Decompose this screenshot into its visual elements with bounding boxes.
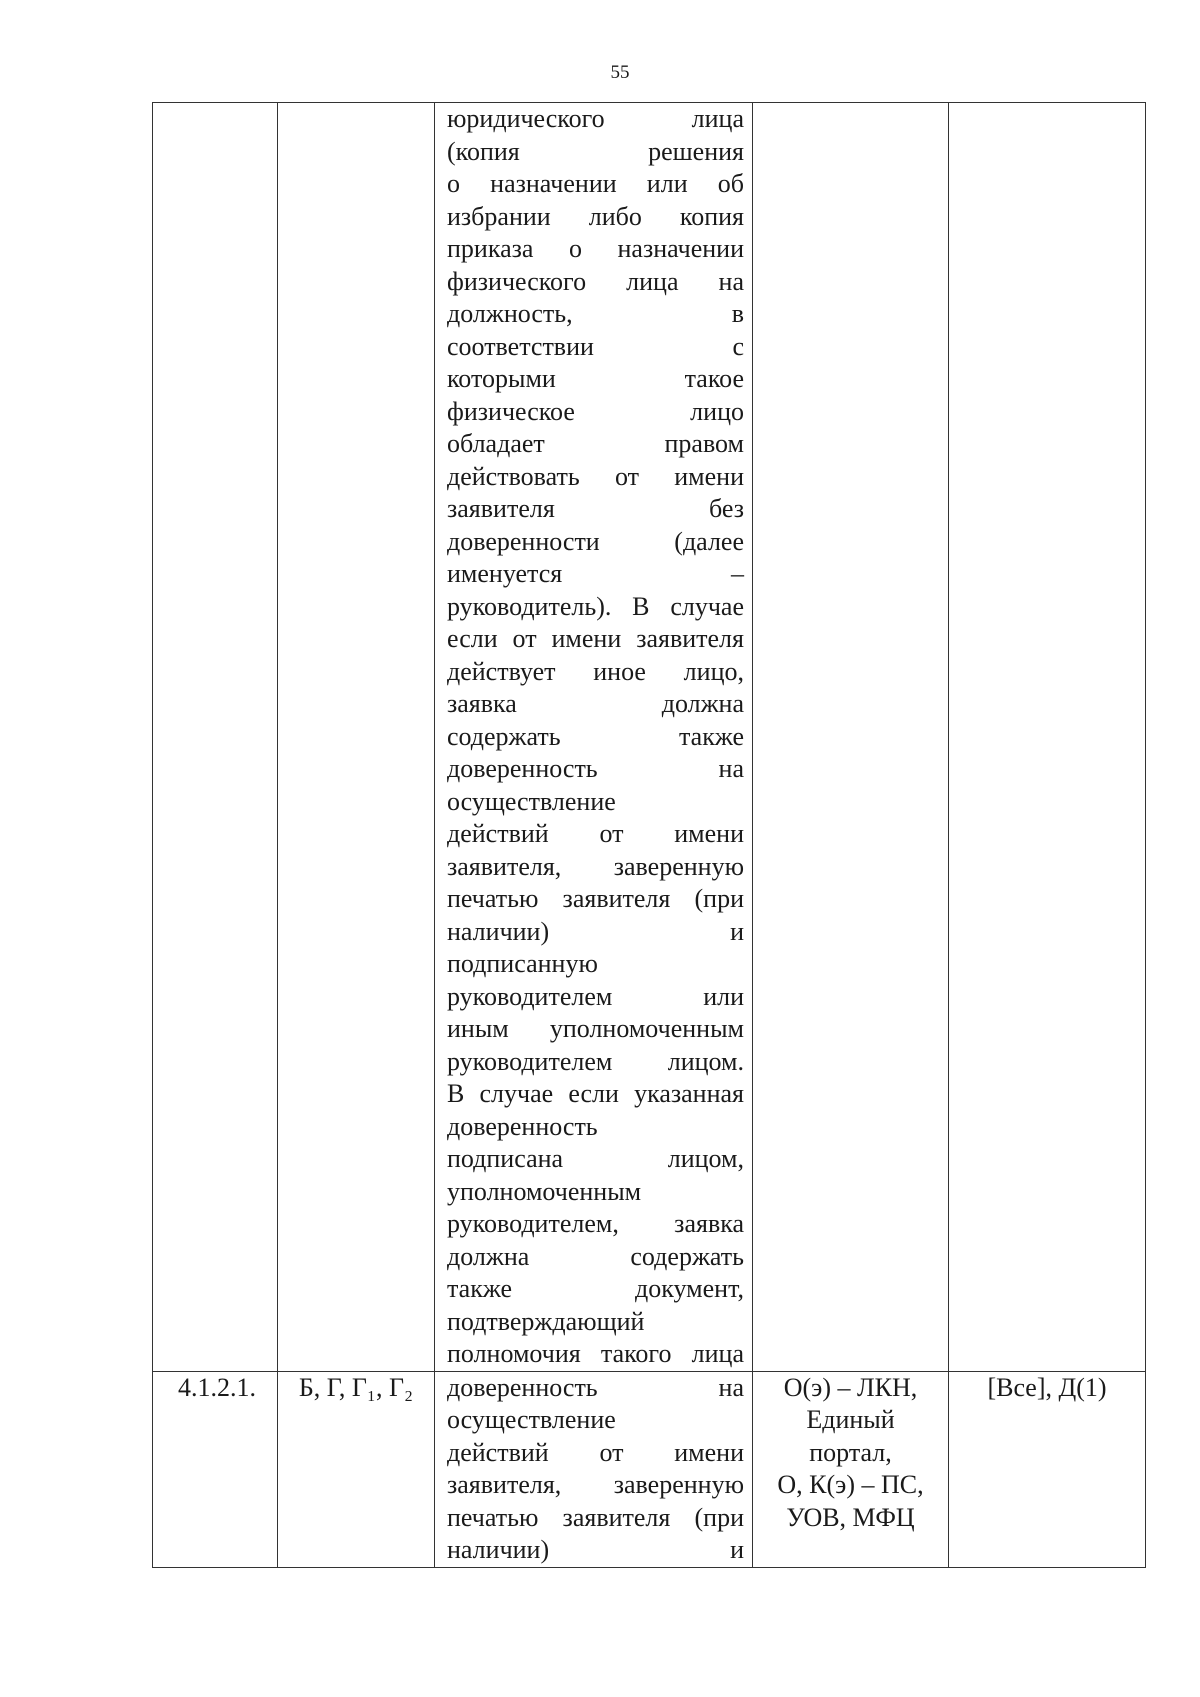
text-line: действий от имени: [447, 819, 744, 848]
text-line: руководителем лицом.: [447, 1046, 744, 1076]
text-line: Единый: [806, 1405, 895, 1434]
text-line: УОВ, МФЦ: [786, 1502, 915, 1532]
text-line: подписанную: [447, 949, 598, 978]
text-line: юридического лица: [447, 104, 744, 133]
text-line: подтверждающий: [447, 1306, 645, 1336]
row-scope: [Все], Д(1): [987, 1372, 1107, 1402]
text-line: портал,: [809, 1437, 892, 1467]
text-line: печатью заявителя (при: [447, 1502, 744, 1532]
text-line: наличии) и: [447, 916, 744, 946]
text-line: физическое лицо: [447, 396, 744, 426]
text-line: избрании либо копия: [447, 201, 744, 231]
cell-code: [153, 1371, 278, 1567]
text-line: действует иное лицо,: [447, 656, 744, 686]
text-line: доверенность на: [447, 754, 744, 783]
document-table: [152, 102, 1146, 1568]
text-line: приказа о назначении: [447, 234, 744, 263]
text-line: осуществление: [447, 786, 616, 816]
cell-scope: [949, 1371, 1146, 1567]
text-line: заявителя, заверенную: [447, 1470, 744, 1499]
text-line: руководитель). В случае: [447, 591, 744, 621]
text-line: печатью заявителя (при: [447, 884, 744, 913]
description-text: [435, 1372, 752, 1567]
cell-channels: [753, 1371, 949, 1567]
text-line: наличии) и: [447, 1535, 744, 1564]
cell-channels: [753, 103, 949, 1372]
text-line: также документ,: [447, 1274, 744, 1303]
text-line: О(э) – ЛКН,: [783, 1372, 918, 1402]
text-line: заявителя, заверенную: [447, 851, 744, 881]
text-line: заявителя без: [447, 494, 744, 523]
cell-code: [153, 103, 278, 1372]
cell-categories: [278, 103, 435, 1372]
text-line: именуется –: [447, 559, 744, 588]
cell-description: [435, 1371, 753, 1567]
text-line: должна содержать: [447, 1241, 744, 1271]
text-line: руководителем или: [447, 981, 744, 1011]
text-line: соответствии с: [447, 331, 744, 361]
text-line: действовать от имени: [447, 461, 744, 491]
table-row-4121: [153, 1371, 1146, 1567]
text-line: заявка должна: [447, 689, 744, 718]
text-line: обладает правом: [447, 429, 744, 458]
text-line: доверенность: [447, 1111, 598, 1141]
page-number: 55: [610, 62, 630, 83]
channels-text: [753, 1372, 948, 1535]
text-line: уполномоченным: [447, 1176, 642, 1206]
cell-description: [435, 103, 753, 1372]
text-line: иным уполномоченным: [447, 1014, 744, 1043]
text-line: о назначении или об: [447, 169, 744, 198]
text-line: если от имени заявителя: [447, 624, 744, 653]
text-line: физического лица на: [447, 266, 744, 296]
text-line: которыми такое: [447, 364, 744, 393]
text-line: доверенность на: [447, 1372, 744, 1402]
row-categories: Б, Г, Г₁, Г₂: [298, 1372, 414, 1402]
text-line: О, К(э) – ПС,: [777, 1470, 924, 1499]
text-line: В случае если указанная: [447, 1079, 744, 1108]
text-line: осуществление: [447, 1405, 616, 1434]
text-line: подписана лицом,: [447, 1144, 744, 1173]
text-line: должность, в: [447, 299, 744, 328]
text-line: (копия решения: [447, 136, 744, 166]
text-line: полномочия такого лица: [447, 1339, 744, 1368]
cell-categories: [278, 1371, 435, 1567]
text-line: доверенности (далее: [447, 526, 744, 556]
text-line: действий от имени: [447, 1437, 744, 1467]
text-line: содержать также: [447, 721, 744, 751]
cell-scope: [949, 103, 1146, 1372]
table-row-continuation: [153, 103, 1146, 1372]
description-text: [435, 103, 752, 1371]
text-line: руководителем, заявка: [447, 1209, 744, 1238]
row-code: 4.1.2.1.: [178, 1372, 256, 1402]
